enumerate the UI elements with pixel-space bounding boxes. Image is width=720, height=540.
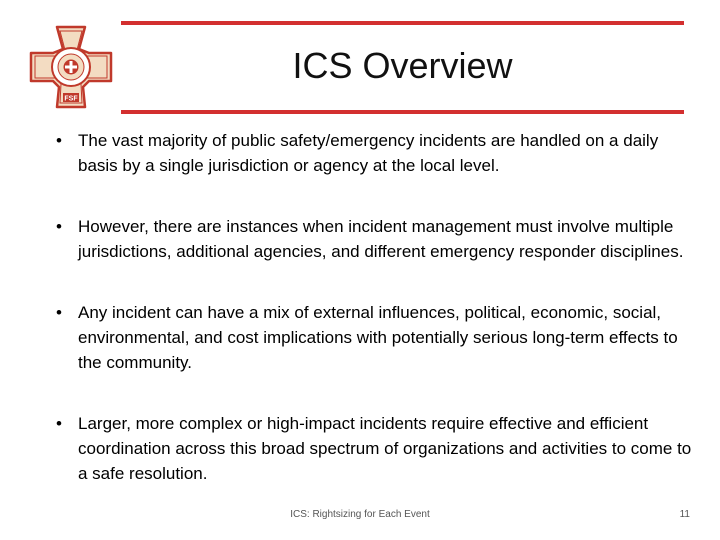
logo-text: FSF <box>64 95 78 103</box>
title-bottom-rule <box>121 110 684 114</box>
bullet-text: The vast majority of public safety/emergency incidents are handled on a daily basis by a single jurisdiction or agency at the local level. <box>78 131 659 175</box>
list-item <box>52 300 692 375</box>
slide-footer: ICS: Rightsizing for Each Event <box>290 509 430 520</box>
bullet-text: Larger, more complex or high-impact incidents require effective and efficient coordination across this broad spectrum of organizations and activities to come to a safe resolution. <box>78 414 692 483</box>
list-item <box>52 128 692 178</box>
list-item <box>52 411 692 486</box>
page-number: 11 <box>679 509 690 520</box>
bullet-icon: • <box>56 217 62 236</box>
bullet-list <box>52 128 692 486</box>
bullet-icon: • <box>56 131 62 150</box>
maltese-cross-emblem-icon <box>27 23 115 111</box>
list-item <box>52 214 692 264</box>
slide-title: ICS Overview <box>292 45 513 86</box>
title-top-rule <box>121 21 684 25</box>
bullet-icon: • <box>56 303 62 322</box>
bullet-text: However, there are instances when incident management must involve multiple jurisdictions, additional agencies, and different emergency responder disciplines. <box>78 217 684 261</box>
bullet-icon: • <box>56 414 62 433</box>
bullet-text: Any incident can have a mix of external influences, political, economic, social, environmental, and cost implications with potentially serious long-term effects to the community. <box>78 303 678 372</box>
